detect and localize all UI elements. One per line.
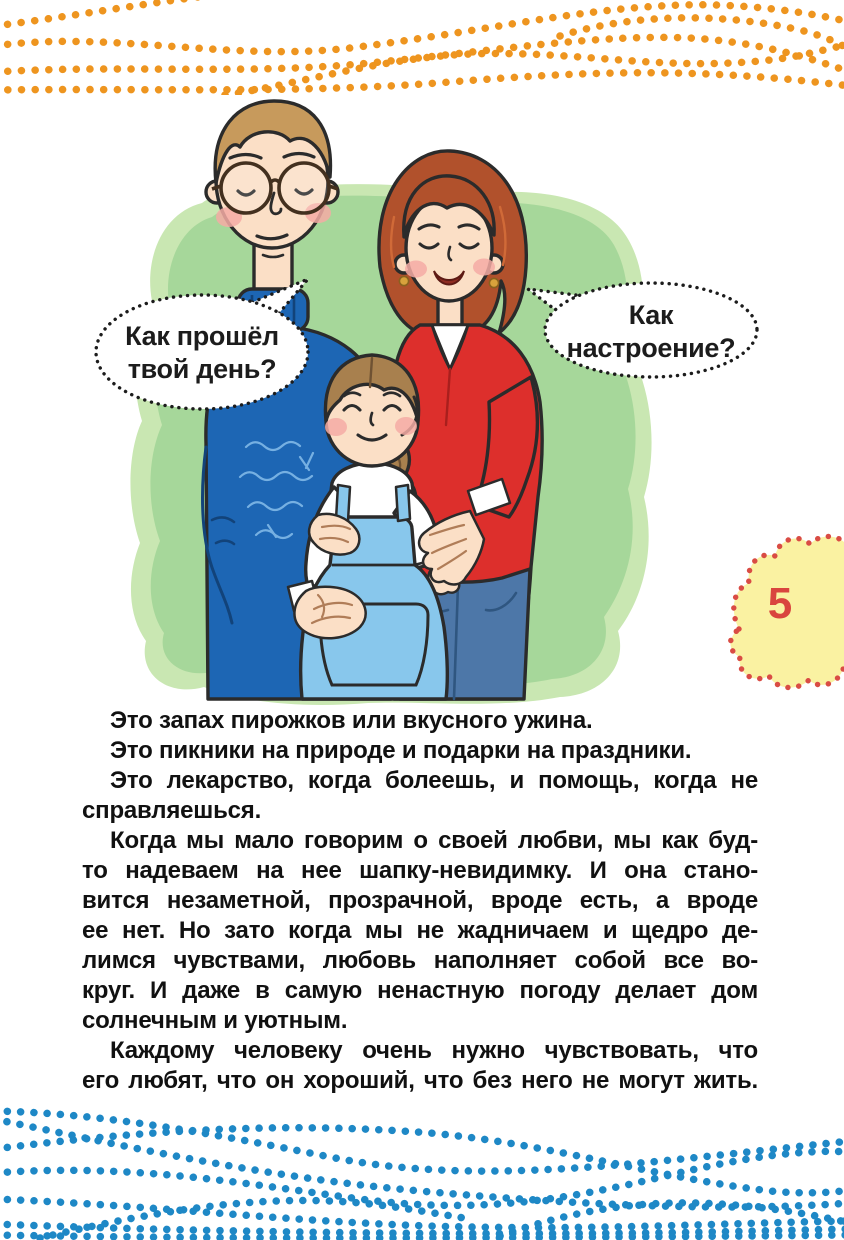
text-line: круг. И даже в самую ненастную погоду делает дом (82, 977, 758, 1004)
text-line: справляешься. (82, 797, 262, 824)
text-line: лимся чувствами, любовь наполняет собой все во- (82, 947, 758, 974)
speech-line: Как прошёл (125, 321, 279, 351)
text-line: солнечным и уютным. (82, 1007, 348, 1034)
earring-icon (489, 278, 498, 287)
bottom-dotted-waves (0, 1105, 844, 1240)
text-line: вится незаметной, прозрачной, вроде есть, а вроде (82, 887, 758, 914)
top-dotted-waves (0, 0, 844, 95)
text-line: Когда мы мало говорим о своей любви, мы как буд- (110, 827, 758, 854)
text-line: Это лекарство, когда болеешь, и помощь, когда не (110, 767, 758, 794)
text-line: Это пикники на природе и подарки на праздники. (110, 737, 692, 764)
speech-line: твой день? (127, 354, 277, 384)
body-text (82, 706, 758, 1096)
text-line: ее нет. Но зато когда мы не жадничаем и щедро де- (82, 917, 758, 944)
speech-line: настроение? (566, 333, 736, 363)
paragraph (82, 706, 758, 736)
paragraph (82, 766, 758, 826)
page-number: 5 (767, 579, 793, 628)
text-line: Каждому человеку очень нужно чувствовать, что (110, 1037, 758, 1064)
speech-bubble-left-text (97, 320, 307, 386)
text-line: Это запах пирожков или вкусного ужина. (110, 707, 593, 734)
family-illustration (0, 95, 844, 715)
paragraph (82, 826, 758, 1036)
text-line: его любят, что он хороший, что без него не могут жить. (82, 1067, 758, 1094)
earring-icon (399, 276, 408, 285)
text-line: то надеваем на нее шапку-невидимку. И она стано- (82, 857, 758, 884)
paragraph (82, 1036, 758, 1096)
speech-bubble-right-text (546, 299, 756, 365)
speech-line: Как (628, 300, 674, 330)
paragraph (82, 736, 758, 766)
